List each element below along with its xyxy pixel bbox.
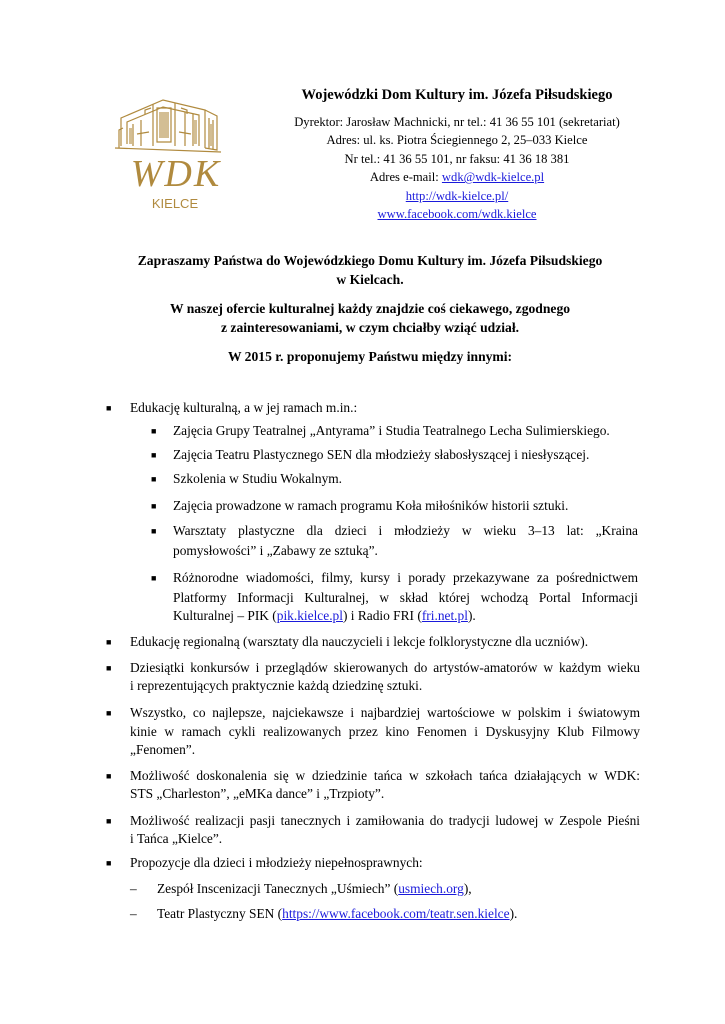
bullet-square-icon: ■	[151, 526, 157, 536]
list-item-text-line3: „Fenomen”.	[130, 742, 196, 757]
list-item-text: Edukację regionalną (warsztaty dla nauczycieli i lekcje folklorystyczne dla uczniów).	[130, 634, 589, 649]
list-item-text-line3	[173, 606, 476, 626]
list-item-text-line2: kinie w ramach cykli realizowanych przez kino Fenomen i Dyskusyjny Klub Filmowy	[130, 724, 640, 739]
intro-invitation-a: Zapraszamy Państwa do Wojewódzkiego Domu Kultury im. Józefa Piłsudskiego	[137, 253, 603, 268]
list-item-text: Zajęcia Grupy Teatralnej „Antyrama” i Studia Teatralnego Lecha Sulimierskiego.	[173, 423, 610, 438]
dash-icon: –	[130, 881, 137, 896]
dash-icon: –	[130, 906, 137, 921]
list-item-text	[157, 904, 517, 924]
pik-link[interactable]: pik.kielce.pl	[276, 608, 343, 623]
list-item-text-line1: Możliwość realizacji pasji tanecznych i zamiłowania do tradycji ludowej w Zespole Pieśni	[130, 813, 640, 828]
fri-text: ) i Radio FRI (	[342, 608, 422, 623]
bullet-square-icon: ■	[151, 573, 157, 583]
teatr-sen-close: ).	[509, 906, 518, 921]
website-line	[262, 187, 652, 205]
director-line: Dyrektor: Jarosław Machnicki, nr tel.: 41 36 55 101 (sekretariat)	[294, 115, 620, 129]
usmiech-link[interactable]: usmiech.org	[398, 881, 464, 896]
pik-text: Kulturalnej – PIK (	[173, 608, 277, 623]
intro-invitation-b: w Kielcach.	[336, 272, 404, 287]
list-item-text: Propozycje dla dzieci i młodzieży niepełnosprawnych:	[130, 855, 423, 870]
list-item-text-line2: i Tańca „Kielce”.	[130, 831, 223, 846]
list-item-text-line1: Warsztaty plastyczne dla dzieci i młodzieży w wieku 3–13 lat: „Kraina	[173, 523, 638, 538]
header-contact-block	[262, 87, 652, 223]
list-item-text-line1: Dziesiątki konkursów i przeglądów skierowanych do artystów-amatorów w każdym wieku	[130, 660, 640, 675]
bullet-square-icon: ■	[106, 637, 112, 647]
bullet-square-icon: ■	[106, 663, 112, 673]
intro-block	[90, 251, 650, 376]
list-item-text: Zajęcia prowadzone w ramach programu Koła miłośników historii sztuki.	[173, 498, 569, 513]
email-link[interactable]: wdk@wdk-kielce.pl	[441, 170, 545, 185]
bullet-square-icon: ■	[151, 501, 157, 511]
list-item-text-line1: Różnorodne wiadomości, filmy, kursy i porady przekazywane za pośrednictwem	[173, 570, 638, 585]
email-line	[262, 168, 652, 186]
address-line: Adres: ul. ks. Piotra Ściegiennego 2, 25–033 Kielce	[326, 133, 588, 148]
list-item-text: Edukację kulturalną, a w jej ramach m.in.:	[130, 400, 358, 415]
teatr-sen-link[interactable]: https://www.facebook.com/teatr.sen.kielce	[282, 906, 510, 921]
list-item-text	[157, 879, 472, 899]
bullet-square-icon: ■	[151, 474, 157, 484]
website-link[interactable]: http://wdk-kielce.pl/	[405, 188, 509, 203]
usmiech-close: ),	[463, 881, 472, 896]
email-label: Adres e-mail:	[369, 170, 442, 185]
phone-line: Nr tel.: 41 36 55 101, nr faksu: 41 36 18 381	[344, 151, 570, 166]
intro-offer-a: W naszej ofercie kulturalnej każdy znajdzie coś ciekawego, zgodnego	[169, 301, 571, 316]
intro-proposal: W 2015 r. proponujemy Państwu między innymi:	[227, 349, 513, 364]
list-item-text-line2: STS „Charleston”, „eMKa dance” i „Trzpioty”.	[130, 786, 385, 801]
bullet-square-icon: ■	[106, 708, 112, 718]
list-item-text: Zajęcia Teatru Plastycznego SEN dla młodzieży słabosłyszącej i niesłyszącej.	[173, 447, 590, 462]
intro-invitation	[90, 251, 650, 289]
bullet-square-icon: ■	[151, 426, 157, 436]
organization-name: Wojewódzki Dom Kultury im. Józefa Piłsudskiego	[301, 87, 613, 103]
bullet-square-icon: ■	[151, 450, 157, 460]
logo-monogram: WDK	[130, 153, 222, 195]
wdk-logo	[93, 88, 253, 218]
bullet-square-icon: ■	[106, 403, 112, 413]
facebook-line	[262, 205, 652, 223]
list-item-text-line1: Wszystko, co najlepsze, najciekawsze i najbardziej wartościowe w polskim i światowym	[130, 705, 640, 720]
facebook-link[interactable]: www.facebook.com/wdk.kielce	[377, 207, 537, 222]
list-item-text: Szkolenia w Studiu Wokalnym.	[173, 471, 343, 486]
intro-offer	[90, 299, 650, 337]
list-item-text-line2: Platformy Informacji Kulturalnej, w skład której wchodzą Portal Informacji	[173, 590, 638, 605]
bullet-square-icon: ■	[106, 816, 112, 826]
logo-city: KIELCE	[151, 196, 199, 211]
usmiech-text: Zespół Inscenizacji Tanecznych „Uśmiech” (	[157, 881, 399, 896]
list-item-text-line2: pomysłowości” i „Zabawy ze sztuką”.	[173, 543, 378, 558]
fri-link[interactable]: fri.net.pl	[421, 608, 468, 623]
bullet-square-icon: ■	[106, 858, 112, 868]
list-item-text-line2: i reprezentujących praktycznie każdą dziedzinę sztuki.	[130, 678, 423, 693]
intro-offer-b: z zainteresowaniami, w czym chciałby wziąć udział.	[220, 320, 519, 335]
bullet-square-icon: ■	[106, 771, 112, 781]
teatr-sen-text: Teatr Plastyczny SEN (	[157, 906, 283, 921]
fri-close: ).	[467, 608, 476, 623]
list-item-text-line1: Możliwość doskonalenia się w dziedzinie tańca w szkołach tańca działających w WDK:	[130, 768, 640, 783]
